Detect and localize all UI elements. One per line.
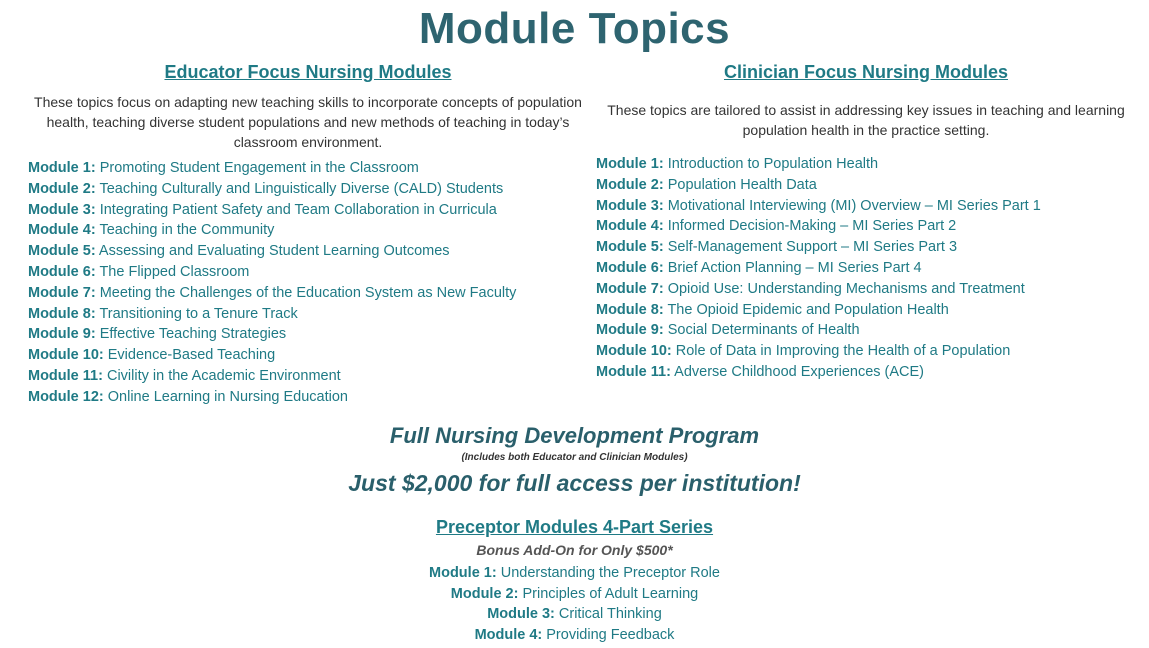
list-item: Module 10: Role of Data in Improving the Health of a Population: [596, 343, 1011, 360]
educator-title: Educator Focus Nursing Modules: [164, 62, 452, 82]
list-item: Module 7: Opioid Use: Understanding Mechanisms and Treatment: [596, 280, 1025, 297]
list-item: Module 7: Meeting the Challenges of the Education System as New Faculty: [28, 284, 517, 301]
preceptor-module-list: [0, 563, 1149, 645]
list-item: Module 1: Promoting Student Engagement in the Classroom: [28, 160, 419, 176]
page-title: Module Topics: [418, 4, 731, 53]
preceptor-bonus: Bonus Add-On for Only $500*: [476, 542, 673, 558]
clinician-title: Clinician Focus Nursing Modules: [723, 62, 1009, 82]
educator-section: [28, 60, 588, 408]
list-item: Module 1: Understanding the Preceptor Role: [429, 565, 720, 581]
list-item: Module 2: Teaching Culturally and Linguistically Diverse (CALD) Students: [28, 180, 504, 197]
list-item: Module 1: Introduction to Population Health: [596, 156, 879, 172]
list-item: Module 11: Adverse Childhood Experiences (ACE): [596, 363, 925, 380]
preceptor-title: Preceptor Modules 4-Part Series: [435, 517, 714, 537]
list-item: Module 4: Teaching in the Community: [28, 222, 275, 239]
list-item: Module 4: Providing Feedback: [474, 626, 675, 643]
list-item: Module 3: Motivational Interviewing (MI) Overview – MI Series Part 1: [596, 197, 1041, 214]
list-item: Module 9: Effective Teaching Strategies: [28, 326, 287, 343]
educator-module-list: [28, 158, 588, 408]
educator-description: These topics focus on adapting new teaching skills to incorporate concepts of population health, teaching diverse student populations and new methods of teaching in today’s classroom environment.: [34, 94, 582, 150]
clinician-section: [596, 60, 1136, 383]
list-item: Module 2: Principles of Adult Learning: [450, 585, 699, 602]
list-item: Module 12: Online Learning in Nursing Education: [28, 388, 348, 405]
list-item: Module 2: Population Health Data: [596, 176, 817, 193]
clinician-module-list: [596, 154, 1136, 383]
list-item: Module 4: Informed Decision-Making – MI Series Part 2: [596, 218, 957, 235]
program-price: Just $2,000 for full access per institution!: [348, 470, 801, 496]
program-title: Full Nursing Development Program: [389, 423, 760, 448]
program-note: (Includes both Educator and Clinician Modules): [461, 452, 688, 463]
list-item: Module 9: Social Determinants of Health: [596, 322, 860, 339]
list-item: Module 10: Evidence-Based Teaching: [28, 347, 276, 364]
list-item: Module 6: The Flipped Classroom: [28, 263, 250, 280]
list-item: Module 8: Transitioning to a Tenure Track: [28, 305, 298, 322]
clinician-description: These topics are tailored to assist in addressing key issues in teaching and learning population health in the practice setting.: [607, 102, 1125, 138]
list-item: Module 3: Critical Thinking: [487, 606, 662, 623]
list-item: Module 6: Brief Action Planning – MI Series Part 4: [596, 259, 922, 276]
list-item: Module 5: Assessing and Evaluating Student Learning Outcomes: [28, 243, 450, 260]
list-item: Module 8: The Opioid Epidemic and Population Health: [596, 301, 949, 318]
list-item: Module 3: Integrating Patient Safety and Team Collaboration in Curricula: [28, 201, 497, 218]
list-item: Module 5: Self-Management Support – MI Series Part 3: [596, 239, 958, 256]
list-item: Module 11: Civility in the Academic Environment: [28, 367, 341, 384]
